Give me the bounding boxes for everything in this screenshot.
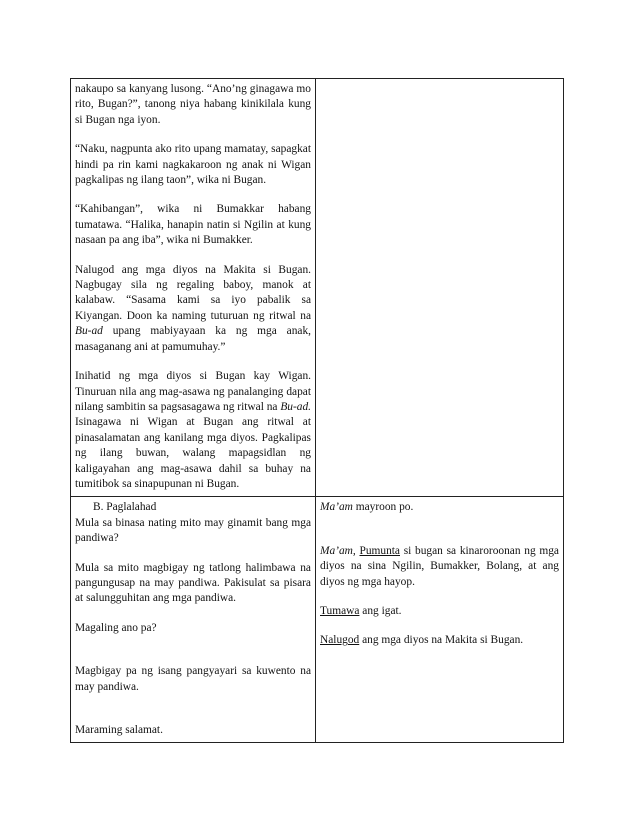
teacher-question: Magbigay pa ng isang pangyayari sa kuwento na may pandiwa. <box>75 665 311 693</box>
underlined-verb: Pumunta <box>359 544 400 557</box>
student-answer: Ma’am mayroon po. <box>320 501 414 514</box>
section-heading: B. Paglalahad <box>93 501 157 514</box>
teacher-closing: Maraming salamat. <box>75 724 163 736</box>
story-paragraph: Nalugod ang mga diyos na Makita si Bugan. Nagbugay sila ng regaling baboy, manok at kalabaw. “Sasama kami sa iyo pabalik sa Kiyangan. Doon ka naming tuturuan ng ritwal na Bu-ad upang mabiyayaan ka ng mga anak, masaganang ani at pamumuhay.” <box>75 263 311 353</box>
story-cell <box>71 79 316 497</box>
teacher-question: Magaling ano pa? <box>75 621 157 634</box>
student-answer: Ma’am, Pumunta si bugan sa kinaroroonan ng mga diyos na sina Ngilin, Bumakker, Bolang, at ang diyos ng mga hayop. <box>320 544 559 588</box>
teacher-question: Mula sa binasa nating mito may ginamit bang mga pandiwa? <box>75 516 311 545</box>
italic-term: Bu-ad. <box>280 400 311 413</box>
story-paragraph: Inihatid ng mga diyos si Bugan kay Wigan. Tinuruan nila ang mag-asawa ng panalanging dapat nilang sambitin sa pagsasagawa ng ritwal na Bu-ad. Isinagawa ni Wigan at Bugan ang ritwal at pinasalamatan ang kanilang mga diyos. Pagkalipas ng ilang buwan, walang mapagsidlan ng kaligayahan ang mag-asawa dahil sa buhay na tumitibok sa sinapupunan ni Bugan. <box>75 370 311 490</box>
underlined-verb: Tumawa <box>320 604 360 617</box>
teacher-question: Mula sa mito magbigay ng tatlong halimbawa na pangungusap na may pandiwa. Pakisulat sa pisara at salungguhitan ang mga pandiwa. <box>75 561 311 605</box>
underlined-verb: Nalugod <box>320 634 360 647</box>
italic-term: Bu-ad <box>75 325 103 338</box>
student-cell <box>316 497 564 743</box>
lesson-table <box>70 78 564 743</box>
table-row <box>71 79 564 497</box>
empty-cell <box>316 79 564 497</box>
story-paragraph: “Naku, nagpunta ako rito upang mamatay, sapagkat hindi pa rin kami nagkakaroon ng anak ni Wigan pagkalipas ng ilang taon”, wika ni Bugan. <box>75 143 311 187</box>
teacher-cell <box>71 497 316 743</box>
story-paragraph: “Kahibangan”, wika ni Bumakkar habang tumatawa. “Halika, hanapin natin si Ngilin at kung nasaan pa ang iba”, wika ni Bumakker. <box>75 203 311 247</box>
table-row <box>71 497 564 743</box>
student-answer: Tumawa ang igat. <box>320 604 402 617</box>
story-paragraph: nakaupo sa kanyang lusong. “Ano’ng ginagawa mo rito, Bugan?”, tanong niya habang kinikilala kung si Bugan nga iyon. <box>75 83 311 126</box>
student-answer: Nalugod ang mga diyos na Makita si Bugan. <box>320 634 524 647</box>
